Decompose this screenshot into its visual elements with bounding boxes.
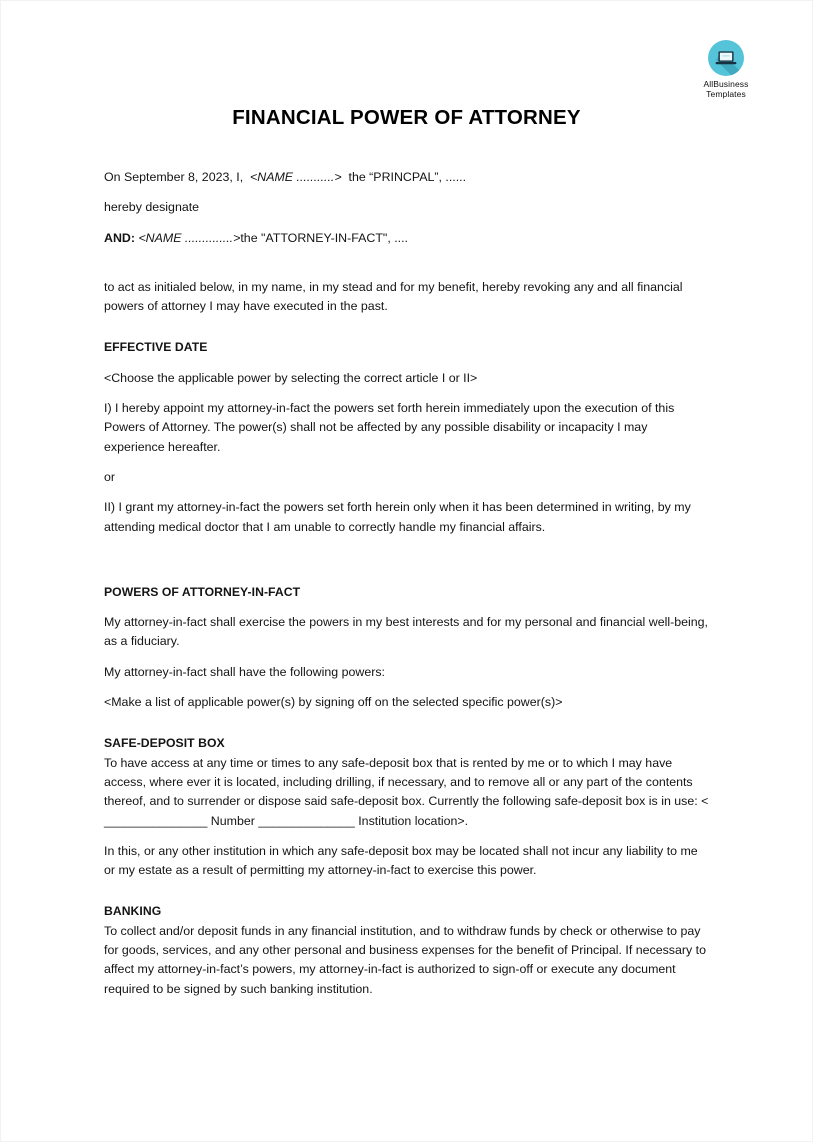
spacer [104, 831, 710, 842]
laptop-glyph [715, 50, 738, 67]
revocation-paragraph: to act as initialed below, in my name, in my stead and for my benefit, hereby revoking any and all financial powers of attorney I may have executed in the past. [104, 279, 683, 314]
spacer [104, 358, 710, 369]
logo-text [690, 79, 762, 99]
spacer [104, 248, 710, 278]
allbusiness-templates-logo [690, 40, 762, 99]
spacer [104, 388, 710, 399]
spacer [104, 682, 710, 693]
spacer [104, 537, 710, 583]
principal-name-placeholder: <NAME ...........> [250, 170, 342, 184]
effective-date-option-ii: II) I grant my attorney-in-fact the powers set forth herein only when it has been determined in writing, by my attending medical doctor that I am unable to correctly handle my financial affairs. [104, 500, 691, 534]
spacer [104, 880, 710, 902]
hereby-designate-line: hereby designate [104, 200, 200, 215]
powers-following-line: My attorney-in-fact shall have the following powers: [104, 664, 385, 679]
page-title: FINANCIAL POWER OF ATTORNEY [232, 106, 581, 129]
section-heading-banking: BANKING [104, 904, 162, 919]
spacer [104, 218, 710, 229]
safe-deposit-box-paragraph-2: In this, or any other institution in which any safe-deposit box may be located shall not incur any liability to me or my estate as a result of permitting my attorney-in-fact to exercise this power. [104, 843, 698, 878]
and-tail: the "ATTORNEY-IN-FACT", .... [240, 230, 408, 245]
logo-text-line2: Templates [706, 89, 746, 99]
intro-attorney-line [104, 229, 710, 248]
section-heading-safe-deposit-box: SAFE-DEPOSIT BOX [104, 736, 225, 751]
spacer [104, 652, 710, 663]
spacer [104, 187, 710, 198]
spacer [104, 487, 710, 498]
and-label: AND: [104, 230, 135, 245]
attorney-name-placeholder: <NAME ..............> [138, 230, 241, 245]
laptop-icon [708, 40, 744, 76]
intro-lead: On September 8, 2023, I, [104, 170, 244, 184]
intro-principal-line [104, 168, 710, 187]
powers-make-list-note: <Make a list of applicable power(s) by signing off on the selected specific power(s)> [104, 695, 563, 710]
banking-paragraph: To collect and/or deposit funds in any financial institution, and to withdraw funds by check or otherwise to pay for goods, services, and any other personal and business expenses for the benefit of Principal. If necessary to affect my attorney-in-fact’s powers, my attorney-in-fact is authorized to sign-off or execute any document required to be signed by such banking institution. [104, 923, 706, 996]
effective-date-choose-note: <Choose the applicable power by selecting the correct article I or II> [104, 370, 478, 385]
spacer [104, 316, 710, 338]
safe-deposit-box-paragraph-1: To have access at any time or times to any safe-deposit box that is rented by me or to which I may have access, where ever it is located, including drilling, if necessary, and to remove all or any part of the contents thereof, and to surrender or dispose said safe-deposit box. Currently the following safe-deposit box is in use: < _______________ Number ______________ Institution location>. [104, 755, 709, 828]
document-body [104, 168, 710, 999]
spacer [104, 712, 710, 734]
section-heading-powers: POWERS OF ATTORNEY-IN-FACT [104, 584, 301, 599]
intro-tail: the “PRINCPAL”, ...... [348, 170, 467, 184]
powers-fiduciary-paragraph: My attorney-in-fact shall exercise the powers in my best interests and for my personal and financial well-being, as a fiduciary. [104, 615, 708, 649]
spacer [104, 457, 710, 468]
section-heading-effective-date: EFFECTIVE DATE [104, 340, 208, 355]
logo-text-line1: AllBusiness [703, 79, 749, 89]
effective-date-or: or [104, 469, 116, 484]
spacer [104, 602, 710, 613]
effective-date-option-i: I) I hereby appoint my attorney-in-fact the powers set forth herein immediately upon the execution of this Powers of Attorney. The power(s) shall not be affected by any possible disability or incapacity I may experience hereafter. [104, 401, 675, 454]
